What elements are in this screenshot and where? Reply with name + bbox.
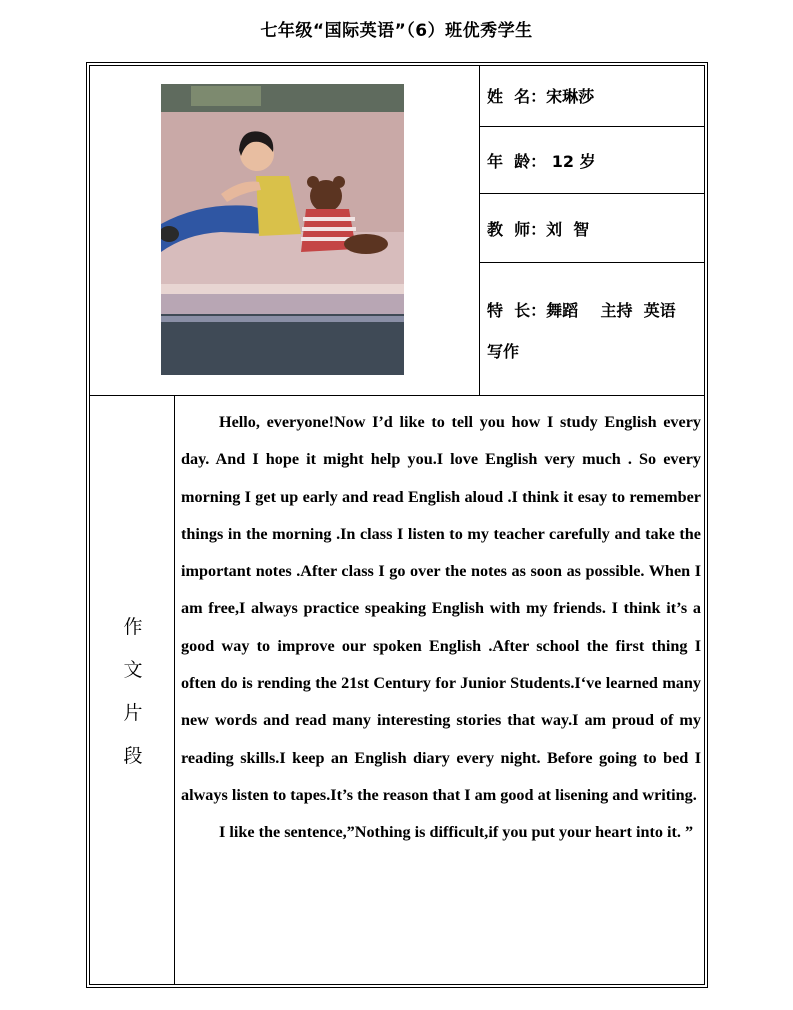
divider-top-section bbox=[89, 395, 705, 396]
info-age bbox=[487, 149, 596, 172]
specialty-value-line1: 舞蹈 主持 英语 bbox=[546, 301, 676, 320]
section-label-char: 文 bbox=[123, 659, 143, 681]
name-label: 姓 名： bbox=[487, 87, 547, 106]
essay-paragraph: Hello, everyone!Now I’d like to tell you how I study English every day. And I hope it might help you.I love English very much . So every morning I get up early and read English aloud .I think it esay to remember things in the morning .In class I listen to my teacher carefully and take the important notes .After class I go over the notes as soon as possible. When I am free,I always practice speaking English with my friends. I think it’s a good way to improve our spoken English .After school the first thing I often do is rending the 21st Century for Junior Students.I‘ve learned many new words and read many interesting stories that way.I am proud of my reading skills.I keep an English diary every night. Before going to bed I always listen to tapes.It’s the reason that I am good at lisening and writing. bbox=[181, 413, 701, 804]
teacher-value: 刘 智 bbox=[546, 220, 590, 239]
info-name bbox=[487, 84, 594, 107]
info-specialty bbox=[487, 298, 676, 321]
essay-section-label bbox=[120, 606, 146, 778]
info-teacher bbox=[487, 217, 589, 240]
info-specialty-cont bbox=[487, 339, 519, 362]
section-label-char: 段 bbox=[123, 745, 143, 767]
age-value: 12 岁 bbox=[546, 152, 596, 171]
age-label: 年 龄： bbox=[487, 152, 547, 171]
page-title: 七年级“国际英语”（6）班优秀学生 bbox=[260, 21, 533, 41]
specialty-label: 特 长： bbox=[487, 301, 547, 320]
essay-excerpt bbox=[181, 404, 701, 852]
name-value: 宋琳莎 bbox=[546, 87, 595, 106]
divider-label-column bbox=[174, 395, 175, 985]
divider-info-row-3 bbox=[479, 262, 705, 263]
specialty-value-line2: 写作 bbox=[487, 342, 520, 361]
divider-photo-info bbox=[479, 65, 480, 395]
divider-info-row-1 bbox=[479, 126, 705, 127]
student-photo bbox=[161, 84, 404, 375]
section-label-char: 作 bbox=[123, 616, 143, 638]
divider-info-row-2 bbox=[479, 193, 705, 194]
essay-paragraph: I like the sentence,”Nothing is difficult,if you put your heart into it. ” bbox=[219, 823, 694, 842]
teacher-label: 教 师： bbox=[487, 220, 547, 239]
section-label-char: 片 bbox=[123, 702, 143, 724]
